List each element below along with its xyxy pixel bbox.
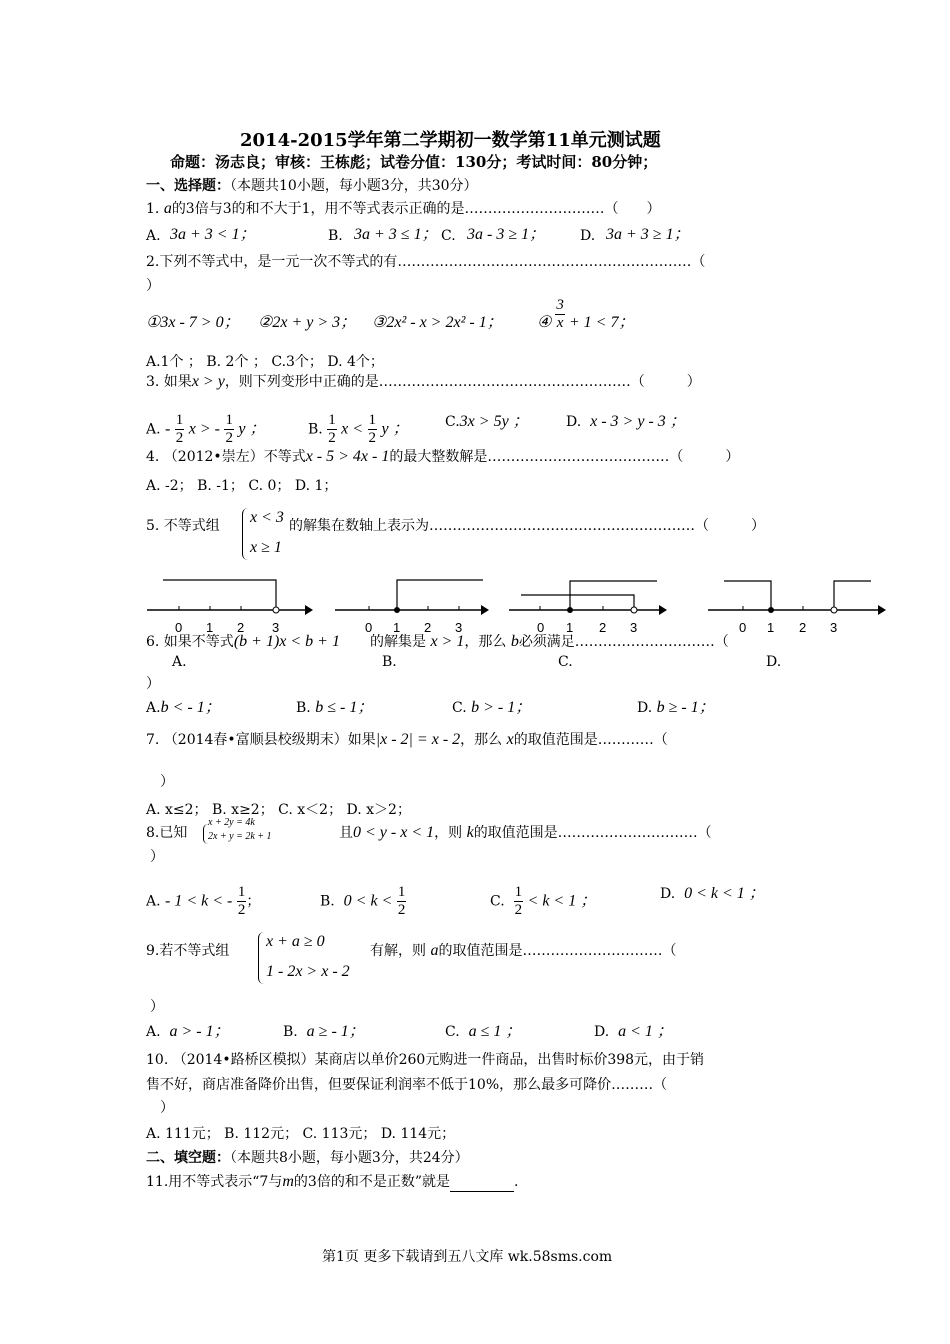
q8-opt-a xyxy=(146,884,260,919)
q8-close: ） xyxy=(150,849,164,865)
q8-opt-a-tail: ； xyxy=(246,893,261,910)
axis-arrow xyxy=(305,605,313,615)
q3-opt-c xyxy=(445,412,529,432)
q11-var: m xyxy=(282,1173,294,1190)
open-dot xyxy=(631,607,637,613)
q9-close: ） xyxy=(150,999,164,1015)
q1-stem xyxy=(146,199,661,219)
section2-desc: （本题共8小题，每小题3分，共24分） xyxy=(230,1150,469,1166)
q6-mid xyxy=(370,632,729,652)
solution-ray-2 xyxy=(521,595,634,608)
q9-opt-b xyxy=(283,1022,365,1042)
frac-den: 2 xyxy=(175,430,184,446)
q9-opt-d-expr: a < 1 ； xyxy=(618,1023,673,1040)
q8-opt-b-label: B. xyxy=(320,893,335,910)
q3-opt-a-frac-2 xyxy=(224,412,234,447)
closed-dot xyxy=(768,607,774,613)
q9-opt-c xyxy=(445,1022,521,1042)
tick-label: 2 xyxy=(237,620,245,635)
q8-text: 的取值范围是…………………………（ xyxy=(473,825,712,841)
q2-item-4-tail: + 1 < 7； xyxy=(568,314,635,331)
q2-item-4 xyxy=(537,296,635,333)
q7-var: x xyxy=(506,731,514,748)
q6-opt-b-label: B. xyxy=(296,700,311,716)
q1-var: a xyxy=(163,200,172,217)
q6-opt-a-label: A. xyxy=(146,700,161,716)
q3-opt-b-frac-1 xyxy=(327,412,337,447)
q8-opt-d xyxy=(660,884,765,904)
frac-num: 1 xyxy=(514,884,523,900)
q2-fraction xyxy=(555,297,565,332)
q5-numberline-d xyxy=(706,575,891,635)
q6-stem xyxy=(146,632,340,652)
q2-item-3: ③2x² - x > 2x² - 1； xyxy=(372,314,503,331)
q5-label-c: C. xyxy=(558,654,573,670)
q8-opt-c-frac xyxy=(514,884,524,919)
q9-opt-a xyxy=(146,1022,230,1042)
solution-ray-2 xyxy=(834,581,871,608)
tick-label: 2 xyxy=(799,620,807,635)
q1-number: 1. xyxy=(146,201,160,217)
q6-opt-c-label: C. xyxy=(452,700,467,716)
q3-opt-d xyxy=(566,412,686,432)
q9-sys-2: 1 - 2x > x - 2 xyxy=(266,963,350,980)
q8-mid: 且 xyxy=(339,825,353,841)
q3-text: ，则下列变形中正确的是………………………………………………（ ） xyxy=(224,374,701,390)
q3-opt-a xyxy=(146,412,266,447)
q1-opt-d-expr: 3a + 3 ≥ 1； xyxy=(606,226,690,243)
q5-label-d: D. xyxy=(766,654,782,670)
exam-meta: 命题：汤志良；审核：王栋彪；试卷分值：130分；考试时间：80分钟； xyxy=(170,153,658,171)
q8-opt-c xyxy=(490,884,596,919)
q1-opt-b-expr: 3a + 3 ≤ 1； xyxy=(354,226,438,243)
closed-dot xyxy=(394,607,400,613)
q9-opt-a-label: A. xyxy=(146,1024,161,1040)
q6-sol: x > 1 xyxy=(430,633,465,650)
q6-var: b xyxy=(510,633,519,650)
frac-num: 1 xyxy=(328,412,336,428)
q9-pre: 9.若不等式组 xyxy=(146,943,230,959)
q9-sys-1: x + a ≥ 0 xyxy=(266,933,325,950)
q5-label-b: B. xyxy=(382,654,397,670)
axis-arrow xyxy=(659,605,667,615)
q7-mid: ，那么 xyxy=(460,732,503,748)
frac-den: 2 xyxy=(225,430,233,446)
q9-opt-b-expr: a ≥ - 1； xyxy=(306,1023,365,1040)
q8-pre: 8.已知 xyxy=(146,825,188,841)
q6-opt-c-expr: b > - 1； xyxy=(471,699,532,716)
q4-text: 的最大整数解是…………………………………（ ） xyxy=(389,449,740,465)
q8-var: k xyxy=(466,824,474,841)
q1-opt-a xyxy=(146,226,161,246)
q3-opt-b xyxy=(308,412,409,447)
q9-opt-d-label: D. xyxy=(594,1024,610,1040)
q2-item-4-label: ④ xyxy=(537,314,552,331)
q5-numberline-b xyxy=(333,575,503,635)
q6-opt-d-expr: b ≥ - 1； xyxy=(656,699,715,716)
q6-opt-d-label: D. xyxy=(637,700,653,716)
q9-stem xyxy=(370,941,676,961)
q1-text: 的3倍与3的和不大于1，用不等式表示正确的是…………………………（ ） xyxy=(171,201,661,217)
q5-numberline-c xyxy=(507,575,677,635)
frac-num: 1 xyxy=(368,412,377,428)
tick-label: 2 xyxy=(424,620,432,635)
q8-opt-b-frac xyxy=(397,884,407,919)
q9-var: a xyxy=(430,942,439,959)
q9-opt-c-label: C. xyxy=(445,1024,460,1040)
q3-opt-b-tail: y ； xyxy=(381,420,409,438)
q9-opt-a-expr: a > - 1； xyxy=(169,1023,230,1040)
q7-expr: |x - 2| = x - 2 xyxy=(375,731,461,748)
q6-opt-c xyxy=(452,698,531,718)
q3-opt-b-mid: x < xyxy=(341,420,364,438)
q8-sys-2: 2x + y = 2k + 1 xyxy=(208,831,272,842)
q8-opt-a-expr: - 1 < k < - xyxy=(165,892,233,910)
q4-pre: 4. （2012•崇左）不等式 xyxy=(146,449,306,465)
q5-sys-2: x ≥ 1 xyxy=(250,539,282,556)
section1-heading xyxy=(146,176,478,196)
frac-num: 1 xyxy=(397,884,406,900)
tick-label: 0 xyxy=(537,620,545,635)
tick-label: 1 xyxy=(566,620,574,635)
q7-pre: 7. （2014春•富顺县校级期末）如果 xyxy=(146,732,376,748)
frac-num: 1 xyxy=(237,884,246,900)
q5-numberline-a xyxy=(145,575,315,635)
section1-desc: （本题共10小题，每小题3分，共30分） xyxy=(230,178,478,194)
q2-close: ） xyxy=(146,278,160,294)
q8-opt-b xyxy=(320,884,406,919)
q8-sys-1: x + 2y = 4k xyxy=(208,817,255,828)
q2-item-1: ①3x - 7 > 0； xyxy=(146,314,240,331)
q9-opt-c-expr: a ≤ 1 ； xyxy=(468,1023,522,1040)
open-dot xyxy=(273,607,279,613)
q3-opt-c-label: C. xyxy=(445,414,460,430)
q8-opt-a-label: A. xyxy=(146,893,161,910)
q8-opt-a-frac xyxy=(237,884,247,919)
q10-line-2: 售不好，商店准备降价出售，但要保证利润率不低于10%，那么最多可降价………（ xyxy=(146,1077,668,1093)
section2-label: 二、填空题： xyxy=(146,1150,230,1166)
q6-opt-d xyxy=(637,698,715,718)
q9-opt-b-label: B. xyxy=(283,1024,298,1040)
q6-close: ） xyxy=(146,676,160,692)
tick-label: 3 xyxy=(272,620,280,635)
q8-cond: 0 < y - x < 1 xyxy=(353,824,435,841)
q11-pre: 11.用不等式表示“7与 xyxy=(146,1174,283,1190)
q3-opt-c-expr: 3x > 5y ； xyxy=(459,413,529,430)
tick-label: 3 xyxy=(630,620,638,635)
open-dot xyxy=(831,607,837,613)
q2-stem: 2.下列不等式中，是一元一次不等式的有………………………………………………………（ xyxy=(146,254,706,270)
frac-den: 2 xyxy=(368,430,377,446)
exam-title: 2014-2015学年第二学期初一数学第11单元测试题 xyxy=(240,130,661,151)
q9-opt-d xyxy=(594,1022,673,1042)
q10-line-1: 10. （2014•路桥区模拟）某商店以单价260元购进一件商品，出售时标价398元，由于销 xyxy=(146,1052,705,1068)
q3-pre: 3. 如果 xyxy=(146,374,192,390)
q4-expr: x - 5 > 4x - 1 xyxy=(305,448,390,465)
frac-den: 2 xyxy=(397,902,406,918)
q3-opt-d-expr: x - 3 > y - 3 ； xyxy=(590,413,686,430)
q1-opt-a-label: A. xyxy=(146,228,161,244)
frac-den: 2 xyxy=(237,902,246,918)
q3-opt-d-label: D. xyxy=(566,414,582,430)
q1-opt-b-label: B. xyxy=(328,228,343,244)
q8-opt-c-expr: < k < 1 ； xyxy=(527,892,597,910)
closed-dot xyxy=(567,607,573,613)
q2-frac-den: x xyxy=(556,314,564,331)
q3-opt-b-label: B. xyxy=(308,421,323,438)
section1-label: 一、选择题： xyxy=(146,178,230,194)
q8-opt-b-expr: 0 < k < xyxy=(343,892,393,910)
frac-num: 1 xyxy=(225,412,233,428)
axis-arrow xyxy=(878,605,886,615)
q3-opt-a-tail: y ； xyxy=(238,420,266,438)
q9-brace xyxy=(258,932,265,984)
q5-sys-1: x < 3 xyxy=(250,509,284,526)
tick-label: 1 xyxy=(767,620,775,635)
q10-close: ） xyxy=(160,1100,174,1116)
q6-opt-a xyxy=(146,698,221,718)
q6-opt-b-expr: b ≤ - 1； xyxy=(315,699,374,716)
q6-text: 必须满足…………………………（ xyxy=(518,634,729,650)
q8-mid2: ，则 xyxy=(434,825,463,841)
q8-opt-d-expr: 0 < k < 1 ； xyxy=(684,885,765,902)
q6-pre: 6. 如果不等式 xyxy=(146,634,234,650)
q3-opt-a-minus: - xyxy=(165,420,171,438)
q1-opt-c-label: C. xyxy=(441,228,456,244)
solution-ray-1 xyxy=(724,581,771,608)
tick-label: 0 xyxy=(365,620,373,635)
q7-options: A. x≤2； B. x≥2； C. x＜2； D. x＞2； xyxy=(146,802,411,818)
solution-ray xyxy=(163,580,276,608)
tick-label: 0 xyxy=(175,620,183,635)
q3-opt-a-label: A. xyxy=(146,421,161,438)
page-footer: 第1页 更多下载请到五八文库 wk.58sms.com xyxy=(322,1249,613,1265)
q4-options: A. -2； B. -1； C. 0； D. 1； xyxy=(146,478,338,494)
q7-close: ） xyxy=(160,774,174,790)
q3-opt-b-frac-2 xyxy=(368,412,378,447)
tick-label: 1 xyxy=(206,620,214,635)
tick-label: 2 xyxy=(599,620,607,635)
q5-label-a: A. xyxy=(172,654,187,670)
q3-opt-a-frac-1 xyxy=(175,412,185,447)
q3-cond: x > y xyxy=(191,373,225,390)
q5-brace xyxy=(242,508,249,560)
q11-answer-blank[interactable] xyxy=(450,1177,514,1192)
q4-stem xyxy=(146,447,739,467)
q6-mid2: ，那么 xyxy=(464,634,507,650)
q3-stem xyxy=(146,372,701,392)
frac-den: 2 xyxy=(514,902,523,918)
q8-opt-c-label: C. xyxy=(490,893,505,910)
q2-frac-num: 3 xyxy=(556,296,564,313)
q1-opt-c-expr: 3a - 3 ≥ 1； xyxy=(467,226,546,243)
tick-label: 3 xyxy=(455,620,463,635)
section2-heading xyxy=(146,1148,469,1168)
q2-options: A.1个 ； B. 2个 ； C.3个； D. 4个； xyxy=(146,354,384,370)
q11-stem xyxy=(146,1172,518,1192)
q1-opt-d-label: D. xyxy=(580,228,596,244)
q3-opt-a-mid: x > - xyxy=(188,420,220,438)
tick-label: 0 xyxy=(739,620,747,635)
solution-ray xyxy=(397,580,483,608)
frac-num: 1 xyxy=(175,412,184,428)
q6-opt-a-expr: b < - 1； xyxy=(160,699,221,716)
tick-label: 1 xyxy=(393,620,401,635)
q5-text: 的解集在数轴上表示为…………………………………………………（ ） xyxy=(289,518,765,534)
q2-item-2: ②2x + y > 3； xyxy=(258,314,357,331)
tick-label: 3 xyxy=(830,620,838,635)
q5-pre: 5. 不等式组 xyxy=(146,518,220,534)
q11-end: . xyxy=(513,1174,519,1190)
q1-opt-a-expr: 3a + 3 < 1； xyxy=(170,226,256,243)
q7-stem xyxy=(146,730,668,750)
q6-expr: (b + 1)x < b + 1 xyxy=(233,633,340,650)
q9-text: 的取值范围是…………………………（ xyxy=(438,943,677,959)
q8-stem xyxy=(339,823,712,843)
q10-options: A. 111元； B. 112元； C. 113元； D. 114元； xyxy=(146,1126,456,1142)
q7-text: 的取值范围是…………（ xyxy=(513,732,668,748)
axis-arrow xyxy=(481,605,489,615)
q6-opt-b xyxy=(296,698,373,718)
q6-mid-text: 的解集是 xyxy=(370,634,426,650)
q11-text: 的3倍的和不是正数”就是 xyxy=(293,1174,450,1190)
q9-mid: 有解，则 xyxy=(370,943,426,959)
frac-den: 2 xyxy=(328,430,336,446)
q8-opt-d-label: D. xyxy=(660,886,676,902)
